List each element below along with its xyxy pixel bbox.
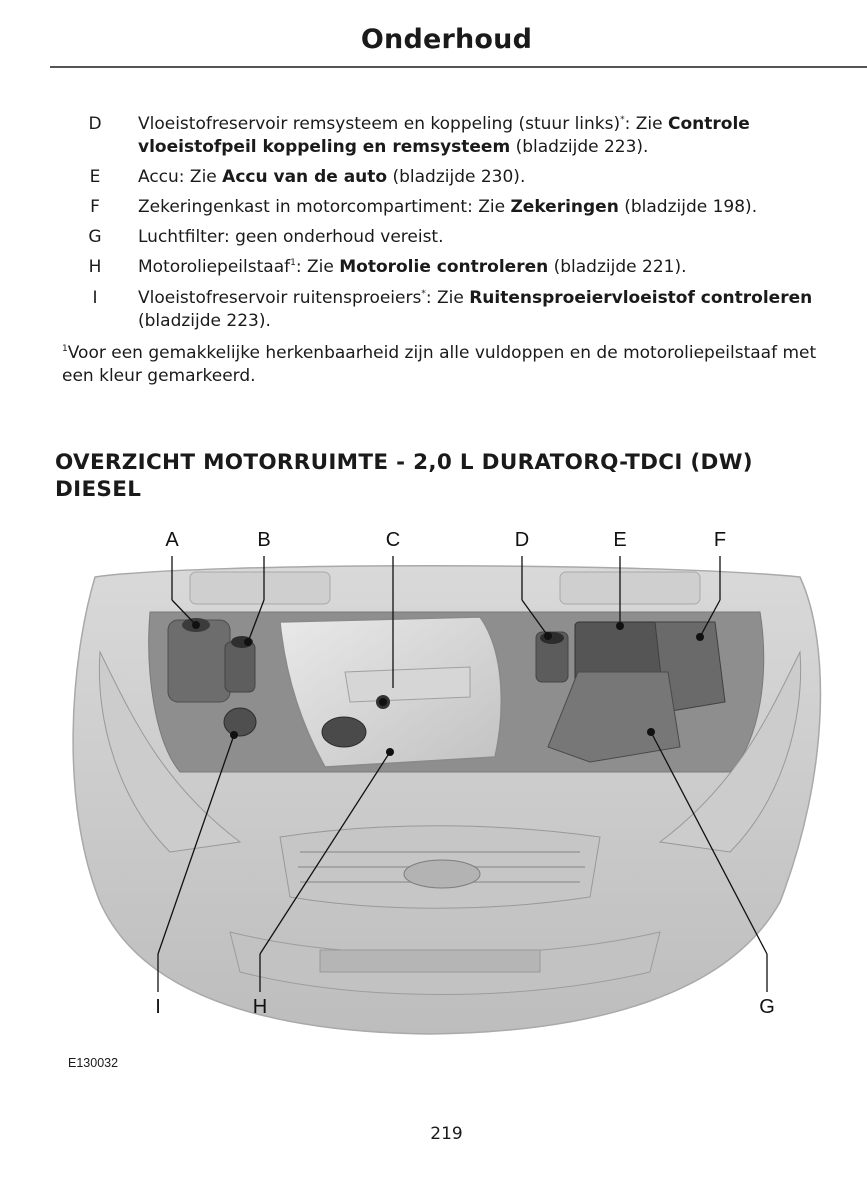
legend-text: Accu: Zie Accu van de auto (bladzijde 230).: [138, 167, 526, 187]
legend-text: Vloeistofreservoir ruitensproeiers*: Zie Ruitensproeiervloeistof controleren (bladzijde 223).: [138, 288, 813, 331]
callout-d: D: [514, 529, 530, 551]
legend-text: Vloeistofreservoir remsysteem en koppeling (stuur links)*: Zie Controle vloeistofpeil koppeling en remsysteem (bladzijde 223).: [138, 114, 750, 157]
callout-h: H: [252, 996, 268, 1018]
legend-letter: G: [88, 227, 102, 247]
engine-bay-drawing: [0, 522, 867, 1042]
callout-c: C: [385, 529, 401, 551]
legend-text: Luchtfilter: geen onderhoud vereist.: [138, 227, 444, 247]
footnote: $^1$Voor een gemakkelijke herkenbaarheid zijn alle vuldoppen en de motoroliepeilstaaf met een kleur gemarkeerd.: [62, 343, 817, 386]
callout-e: E: [613, 529, 627, 551]
page-number: 219: [430, 1124, 463, 1144]
cross-reference-link[interactable]: Zekeringen: [510, 197, 619, 217]
legend-text: Motoroliepeilstaaf$^1$: Zie Motorolie controleren (bladzijde 221).: [138, 257, 687, 277]
callout-b: B: [257, 529, 271, 551]
page-header: [0, 22, 867, 70]
callout-f: F: [713, 529, 727, 551]
callout-g: G: [759, 996, 775, 1018]
cross-reference-link[interactable]: Accu van de auto: [222, 167, 388, 187]
legend-letter: I: [92, 288, 98, 308]
legend-letter: F: [90, 197, 100, 217]
header-divider: [50, 66, 867, 68]
legend-text: Zekeringenkast in motorcompartiment: Zie Zekeringen (bladzijde 198).: [138, 197, 758, 217]
page-title: Onderhoud: [360, 24, 533, 55]
legend-letter: H: [88, 257, 102, 277]
section-heading: OVERZICHT MOTORRUIMTE - 2,0 L DURATORQ-TDCI (DW) DIESEL: [55, 450, 753, 502]
callout-i: I: [155, 996, 161, 1018]
cross-reference-link[interactable]: Ruitensproeiervloeistof controleren: [469, 288, 813, 308]
callout-a: A: [165, 529, 179, 551]
figure-code: E130032: [68, 1056, 119, 1070]
legend-letter: E: [89, 167, 101, 187]
cross-reference-link[interactable]: Motorolie controleren: [339, 257, 549, 277]
legend-letter: D: [88, 114, 102, 134]
cross-reference-link[interactable]: Controle vloeistofpeil koppeling en remsysteem: [138, 114, 750, 157]
engine-bay-illustration: [0, 522, 867, 1042]
